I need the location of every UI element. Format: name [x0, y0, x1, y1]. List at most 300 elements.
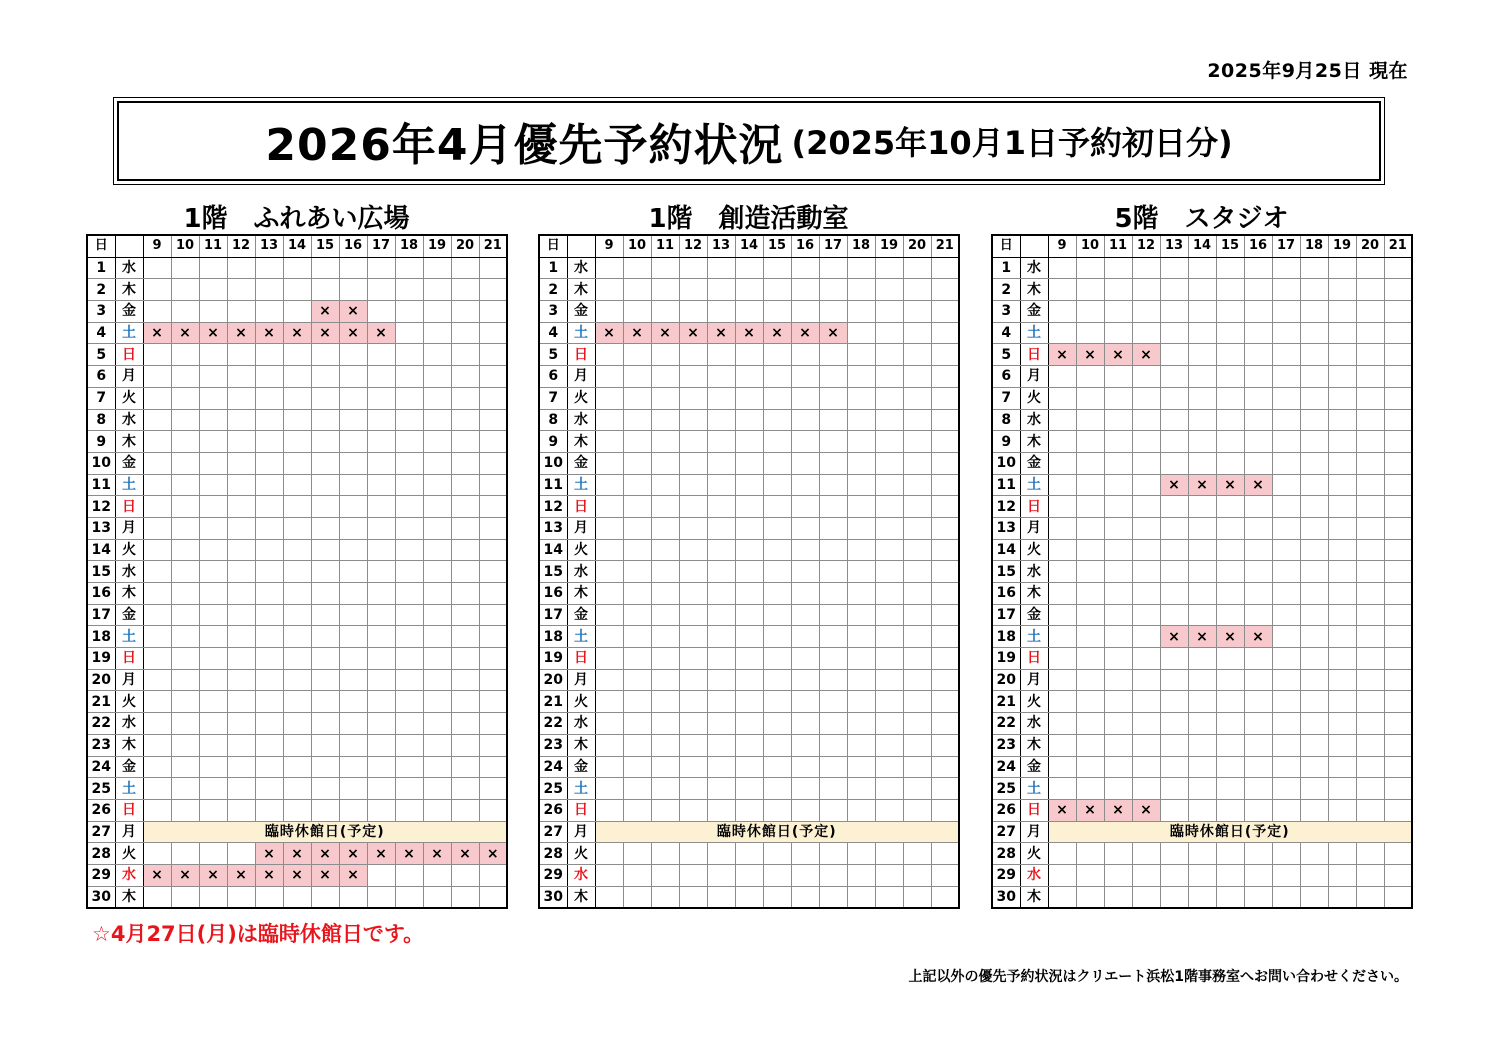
day-row: [992, 756, 1412, 778]
available-slot: [451, 517, 479, 539]
room-title-3: 5階 スタジオ: [1114, 204, 1289, 234]
available-slot: [1328, 734, 1356, 756]
weekday: 土: [567, 626, 595, 648]
available-slot: [791, 583, 819, 605]
available-slot: [595, 604, 623, 626]
weekday: 金: [1020, 756, 1048, 778]
available-slot: [255, 257, 283, 279]
available-slot: [395, 799, 423, 821]
available-slot: [1048, 756, 1076, 778]
available-slot: [367, 756, 395, 778]
available-slot: [283, 583, 311, 605]
available-slot: [903, 279, 931, 301]
available-slot: [143, 713, 171, 735]
available-slot: [735, 843, 763, 865]
available-slot: [1076, 669, 1104, 691]
available-slot: [707, 669, 735, 691]
available-slot: [1076, 539, 1104, 561]
available-slot: [679, 387, 707, 409]
available-slot: [707, 713, 735, 735]
available-slot: [479, 322, 507, 344]
available-slot: [451, 626, 479, 648]
available-slot: [595, 626, 623, 648]
available-slot: [1188, 431, 1216, 453]
available-slot: [1076, 409, 1104, 431]
available-slot: [875, 496, 903, 518]
available-slot: [1160, 517, 1188, 539]
available-slot: [1272, 734, 1300, 756]
available-slot: [1216, 778, 1244, 800]
available-slot: [1272, 344, 1300, 366]
available-slot: [479, 864, 507, 886]
day-number: 18: [87, 626, 115, 648]
available-slot: [875, 431, 903, 453]
available-slot: [227, 713, 255, 735]
available-slot: [1244, 322, 1272, 344]
weekday: 日: [1020, 799, 1048, 821]
available-slot: [819, 626, 847, 648]
available-slot: [1048, 431, 1076, 453]
available-slot: [199, 431, 227, 453]
available-slot: [1300, 734, 1328, 756]
hour-header: 20: [903, 235, 931, 257]
available-slot: [423, 669, 451, 691]
day-row: [992, 539, 1412, 561]
available-slot: [423, 626, 451, 648]
available-slot: [1104, 648, 1132, 670]
available-slot: [1104, 778, 1132, 800]
available-slot: [199, 843, 227, 865]
available-slot: [679, 344, 707, 366]
available-slot: [1048, 713, 1076, 735]
available-slot: [623, 756, 651, 778]
hour-header: 18: [847, 235, 875, 257]
available-slot: [1300, 561, 1328, 583]
available-slot: [199, 517, 227, 539]
booked-slot: ×: [143, 322, 171, 344]
weekday: 土: [1020, 322, 1048, 344]
day-row: [539, 821, 959, 843]
available-slot: [651, 713, 679, 735]
day-column-header: 日: [87, 235, 115, 257]
hour-header: 11: [651, 235, 679, 257]
available-slot: [819, 496, 847, 518]
available-slot: [819, 431, 847, 453]
weekday: 火: [1020, 691, 1048, 713]
available-slot: [1328, 452, 1356, 474]
available-slot: [227, 843, 255, 865]
available-slot: [679, 864, 707, 886]
day-number: 23: [539, 734, 567, 756]
day-row: [87, 713, 507, 735]
day-row: [539, 626, 959, 648]
day-row: [539, 778, 959, 800]
weekday: 土: [115, 626, 143, 648]
available-slot: [735, 387, 763, 409]
day-row: [87, 583, 507, 605]
available-slot: [423, 431, 451, 453]
available-slot: [679, 496, 707, 518]
available-slot: [1328, 474, 1356, 496]
day-number: 29: [992, 864, 1020, 886]
available-slot: [623, 496, 651, 518]
available-slot: [875, 778, 903, 800]
available-slot: [1076, 734, 1104, 756]
available-slot: [623, 387, 651, 409]
available-slot: [1244, 843, 1272, 865]
available-slot: [875, 713, 903, 735]
available-slot: [171, 452, 199, 474]
available-slot: [423, 713, 451, 735]
available-slot: [931, 604, 959, 626]
available-slot: [479, 734, 507, 756]
available-slot: [311, 257, 339, 279]
available-slot: [395, 387, 423, 409]
available-slot: [1132, 452, 1160, 474]
available-slot: [367, 496, 395, 518]
available-slot: [1356, 561, 1384, 583]
available-slot: [595, 387, 623, 409]
booked-slot: ×: [339, 843, 367, 865]
available-slot: [791, 301, 819, 323]
available-slot: [339, 799, 367, 821]
day-row: [87, 561, 507, 583]
available-slot: [707, 431, 735, 453]
day-row: [87, 626, 507, 648]
available-slot: [339, 669, 367, 691]
day-row: [87, 452, 507, 474]
available-slot: [1076, 864, 1104, 886]
available-slot: [255, 604, 283, 626]
available-slot: [623, 474, 651, 496]
available-slot: [1160, 431, 1188, 453]
available-slot: [451, 756, 479, 778]
available-slot: [1300, 387, 1328, 409]
available-slot: [931, 886, 959, 908]
available-slot: [791, 843, 819, 865]
weekday: 火: [1020, 539, 1048, 561]
available-slot: [1272, 474, 1300, 496]
available-slot: [1300, 517, 1328, 539]
available-slot: [423, 517, 451, 539]
available-slot: [1104, 539, 1132, 561]
available-slot: [1328, 561, 1356, 583]
hour-header: 16: [1244, 235, 1272, 257]
available-slot: [227, 409, 255, 431]
available-slot: [367, 604, 395, 626]
available-slot: [651, 756, 679, 778]
available-slot: [339, 691, 367, 713]
available-slot: [339, 496, 367, 518]
available-slot: [1356, 322, 1384, 344]
day-number: 8: [539, 409, 567, 431]
day-number: 21: [87, 691, 115, 713]
available-slot: [1076, 387, 1104, 409]
available-slot: [1384, 344, 1412, 366]
available-slot: [763, 799, 791, 821]
available-slot: [1188, 648, 1216, 670]
day-row: [87, 496, 507, 518]
available-slot: [199, 344, 227, 366]
available-slot: [679, 799, 707, 821]
weekday: 水: [115, 257, 143, 279]
available-slot: [451, 778, 479, 800]
available-slot: [171, 756, 199, 778]
day-number: 7: [539, 387, 567, 409]
day-row: [992, 387, 1412, 409]
available-slot: [623, 713, 651, 735]
booked-slot: ×: [819, 322, 847, 344]
available-slot: [199, 279, 227, 301]
available-slot: [1216, 344, 1244, 366]
available-slot: [931, 734, 959, 756]
available-slot: [1300, 886, 1328, 908]
available-slot: [367, 669, 395, 691]
day-row: [539, 301, 959, 323]
available-slot: [595, 431, 623, 453]
available-slot: [1384, 583, 1412, 605]
weekday: 水: [567, 713, 595, 735]
available-slot: [199, 474, 227, 496]
day-number: 10: [87, 452, 115, 474]
available-slot: [1300, 431, 1328, 453]
day-number: 18: [992, 626, 1020, 648]
available-slot: [819, 539, 847, 561]
day-number: 10: [992, 452, 1020, 474]
available-slot: [367, 626, 395, 648]
available-slot: [451, 431, 479, 453]
day-number: 19: [539, 648, 567, 670]
available-slot: [1384, 366, 1412, 388]
available-slot: [283, 301, 311, 323]
available-slot: [903, 387, 931, 409]
available-slot: [819, 604, 847, 626]
available-slot: [1384, 799, 1412, 821]
available-slot: [1356, 756, 1384, 778]
available-slot: [1328, 864, 1356, 886]
available-slot: [199, 452, 227, 474]
available-slot: [931, 691, 959, 713]
available-slot: [143, 756, 171, 778]
day-number: 22: [87, 713, 115, 735]
booked-slot: ×: [339, 322, 367, 344]
available-slot: [651, 561, 679, 583]
available-slot: [707, 864, 735, 886]
weekday: 水: [1020, 409, 1048, 431]
available-slot: [1132, 886, 1160, 908]
available-slot: [1300, 452, 1328, 474]
day-row: [87, 409, 507, 431]
available-slot: [1160, 539, 1188, 561]
booked-slot: ×: [1132, 799, 1160, 821]
available-slot: [367, 257, 395, 279]
hour-header: 14: [735, 235, 763, 257]
available-slot: [707, 366, 735, 388]
available-slot: [423, 279, 451, 301]
available-slot: [171, 778, 199, 800]
available-slot: [903, 843, 931, 865]
day-number: 1: [992, 257, 1020, 279]
available-slot: [451, 496, 479, 518]
available-slot: [735, 799, 763, 821]
available-slot: [1188, 864, 1216, 886]
weekday: 木: [115, 279, 143, 301]
available-slot: [367, 431, 395, 453]
available-slot: [819, 843, 847, 865]
day-row: [87, 517, 507, 539]
available-slot: [171, 713, 199, 735]
available-slot: [847, 366, 875, 388]
available-slot: [791, 344, 819, 366]
available-slot: [1104, 886, 1132, 908]
weekday: 金: [115, 301, 143, 323]
available-slot: [1244, 669, 1272, 691]
available-slot: [339, 756, 367, 778]
day-row: [539, 539, 959, 561]
available-slot: [423, 322, 451, 344]
weekday: 月: [115, 669, 143, 691]
closed-day-cell: 臨時休館日(予定): [595, 821, 959, 843]
day-number: 19: [87, 648, 115, 670]
available-slot: [1104, 496, 1132, 518]
available-slot: [1104, 366, 1132, 388]
available-slot: [595, 474, 623, 496]
available-slot: [423, 756, 451, 778]
booked-slot: ×: [311, 843, 339, 865]
available-slot: [847, 648, 875, 670]
available-slot: [931, 561, 959, 583]
available-slot: [367, 366, 395, 388]
available-slot: [1132, 257, 1160, 279]
available-slot: [227, 344, 255, 366]
available-slot: [1160, 496, 1188, 518]
day-number: 16: [992, 583, 1020, 605]
available-slot: [791, 257, 819, 279]
weekday: 月: [567, 669, 595, 691]
available-slot: [1244, 583, 1272, 605]
available-slot: [1188, 778, 1216, 800]
available-slot: [367, 452, 395, 474]
available-slot: [479, 539, 507, 561]
available-slot: [451, 886, 479, 908]
available-slot: [1048, 496, 1076, 518]
available-slot: [367, 799, 395, 821]
day-number: 6: [539, 366, 567, 388]
available-slot: [1216, 322, 1244, 344]
available-slot: [199, 366, 227, 388]
available-slot: [199, 886, 227, 908]
available-slot: [595, 409, 623, 431]
available-slot: [735, 691, 763, 713]
available-slot: [199, 583, 227, 605]
available-slot: [651, 886, 679, 908]
day-number: 26: [539, 799, 567, 821]
available-slot: [763, 409, 791, 431]
available-slot: [1104, 431, 1132, 453]
day-row: [992, 799, 1412, 821]
booked-slot: ×: [595, 322, 623, 344]
available-slot: [423, 344, 451, 366]
available-slot: [395, 713, 423, 735]
available-slot: [451, 257, 479, 279]
available-slot: [1048, 409, 1076, 431]
available-slot: [931, 648, 959, 670]
available-slot: [199, 496, 227, 518]
available-slot: [1356, 886, 1384, 908]
available-slot: [1048, 452, 1076, 474]
available-slot: [367, 409, 395, 431]
weekday: 火: [567, 539, 595, 561]
available-slot: [1300, 864, 1328, 886]
available-slot: [819, 799, 847, 821]
available-slot: [199, 713, 227, 735]
available-slot: [1384, 517, 1412, 539]
available-slot: [735, 561, 763, 583]
available-slot: [423, 387, 451, 409]
available-slot: [367, 517, 395, 539]
available-slot: [423, 691, 451, 713]
available-slot: [1244, 387, 1272, 409]
available-slot: [479, 713, 507, 735]
available-slot: [1188, 496, 1216, 518]
available-slot: [423, 496, 451, 518]
weekday: 土: [115, 778, 143, 800]
available-slot: [651, 583, 679, 605]
weekday: 日: [115, 799, 143, 821]
available-slot: [339, 734, 367, 756]
available-slot: [819, 517, 847, 539]
available-slot: [819, 669, 847, 691]
available-slot: [1384, 279, 1412, 301]
day-number: 8: [87, 409, 115, 431]
hour-header: 13: [707, 235, 735, 257]
available-slot: [707, 778, 735, 800]
available-slot: [1076, 756, 1104, 778]
available-slot: [1272, 799, 1300, 821]
available-slot: [735, 257, 763, 279]
available-slot: [791, 886, 819, 908]
available-slot: [707, 756, 735, 778]
available-slot: [707, 409, 735, 431]
day-row: [539, 431, 959, 453]
title-frame: [117, 101, 1381, 181]
booked-slot: ×: [395, 843, 423, 865]
weekday: 月: [1020, 517, 1048, 539]
available-slot: [339, 474, 367, 496]
available-slot: [423, 474, 451, 496]
weekday: 日: [115, 648, 143, 670]
available-slot: [451, 734, 479, 756]
weekday: 木: [567, 886, 595, 908]
day-number: 14: [539, 539, 567, 561]
available-slot: [791, 517, 819, 539]
weekday: 月: [115, 366, 143, 388]
day-number: 9: [539, 431, 567, 453]
weekday: 土: [115, 474, 143, 496]
available-slot: [819, 756, 847, 778]
available-slot: [395, 322, 423, 344]
available-slot: [735, 496, 763, 518]
available-slot: [1244, 452, 1272, 474]
weekday: 日: [1020, 496, 1048, 518]
day-row: [539, 583, 959, 605]
available-slot: [1328, 344, 1356, 366]
available-slot: [735, 734, 763, 756]
available-slot: [1272, 279, 1300, 301]
available-slot: [1356, 713, 1384, 735]
available-slot: [1188, 583, 1216, 605]
available-slot: [1272, 322, 1300, 344]
